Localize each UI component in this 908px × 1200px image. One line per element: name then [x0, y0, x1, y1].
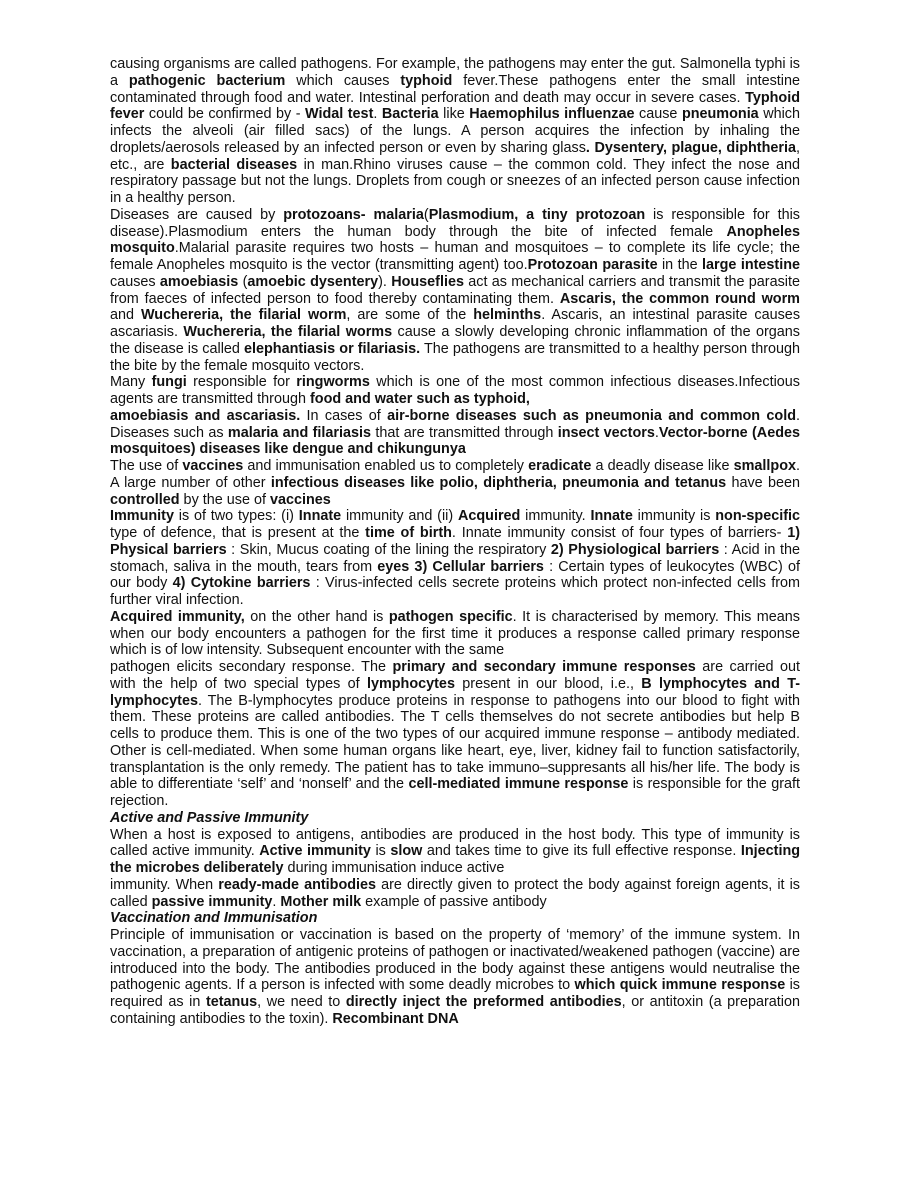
bold-term: pathogen specific	[388, 608, 513, 625]
text-run: : Skin, Mucus coating of the lining the respiratory	[226, 541, 551, 558]
text-run: example of passive antibody	[361, 893, 547, 910]
text-run: , etc., are	[110, 139, 800, 173]
text-run: : Virus-infected cells secrete proteins which protect non-infected cells from further viral infection.	[110, 575, 800, 608]
bold-term: Vector-borne (Aedes mosquitoes) diseases like dengue and chikungunya	[110, 424, 800, 458]
document-page	[110, 56, 800, 1028]
text-run: during immunisation induce active	[283, 860, 505, 876]
text-run: cause	[634, 106, 682, 123]
bold-term: pathogenic bacterium	[128, 72, 286, 89]
text-run: .Malarial parasite requires two hosts – human and mosquitoes – to complete its life cycle; the female Anopheles mosquito is the vector (transmitting agent) too.	[110, 240, 800, 273]
text-run: have been	[726, 474, 801, 491]
body-paragraph	[110, 927, 800, 1028]
text-run: immunity. When	[110, 876, 219, 893]
text-run: ).	[378, 273, 392, 290]
bold-term: smallpox	[733, 458, 796, 474]
bold-term: typhoid	[400, 72, 453, 89]
bold-term: infectious diseases like polio, diphtheria, pneumonia and tetanus	[270, 474, 727, 491]
bold-term: directly inject the preformed antibodies	[345, 994, 622, 1010]
text-run: which infects the alveoli (air filled sacs) of the lungs. A person acquires the infection by inhaling the droplets/aerosols released by an infected person or even by sharing glass	[110, 106, 800, 156]
bold-term: eyes 3) Cellular barriers	[377, 558, 544, 575]
text-run: by the use of	[179, 491, 270, 508]
body-paragraph	[110, 408, 800, 458]
bold-term: 4) Cytokine barriers	[172, 575, 311, 592]
text-run: . Diseases such as	[110, 407, 800, 441]
text-run: , we need to	[257, 994, 346, 1010]
text-run: cause a slowly developing chronic inflammation of the organs the disease is called	[110, 324, 800, 357]
text-run: , or antitoxin (a preparation containing antibodies to the toxin).	[110, 994, 800, 1027]
text-run: .	[373, 106, 382, 123]
text-run: in man.Rhino viruses cause – the common cold. They infect the nose and respiratory passage but not the lungs. Droplets from cough or sneezes of an infected person cause infection in a healthy person.	[110, 156, 801, 206]
text-run: .	[272, 893, 281, 910]
bold-term: Wuchereria, the filarial worm	[140, 307, 347, 324]
bold-term: Anopheles mosquito	[110, 223, 800, 257]
bold-term: Typhoid fever	[110, 89, 800, 123]
bold-term: fungi	[151, 374, 187, 391]
text-run: is responsible for this disease).Plasmodium enters the human body through the bite of infected female	[110, 206, 800, 240]
bold-term: Houseflies	[391, 273, 464, 290]
bold-term: which quick immune response	[574, 977, 786, 994]
bold-term: amoebiasis	[159, 273, 239, 290]
bold-term: amoebiasis and ascariasis.	[110, 407, 301, 424]
bold-term: vaccines	[269, 491, 331, 508]
bold-term: Bacteria	[381, 106, 439, 123]
bold-term: cell-mediated immune response	[408, 776, 629, 793]
text-run: is responsible for the graft rejection.	[110, 776, 800, 809]
bold-term: Mother milk	[280, 893, 362, 910]
section-heading: Vaccination and Immunisation	[110, 910, 318, 927]
body-paragraph	[110, 374, 800, 408]
text-run: which causes	[285, 72, 401, 89]
bold-term: lymphocytes	[366, 675, 455, 692]
bold-term: Active immunity	[259, 843, 371, 860]
bold-term: tetanus	[205, 994, 258, 1010]
text-run: , are some of the	[346, 307, 474, 324]
text-run: The use of	[110, 458, 183, 474]
bold-term: . Dysentery, plague, diphtheria	[585, 139, 796, 156]
text-run: a deadly disease like	[591, 458, 734, 474]
bold-term: controlled	[110, 491, 180, 508]
text-run: In cases of	[300, 407, 388, 424]
body-paragraph	[110, 659, 800, 810]
bold-term: Protozoan parasite	[527, 257, 658, 273]
text-run: responsible for	[186, 374, 297, 391]
text-run: : Certain types of leukocytes (WBC) of our body	[110, 558, 800, 592]
text-run: is	[370, 843, 391, 860]
bold-term: Recombinant DNA	[332, 1010, 459, 1027]
bold-term: Injecting the microbes deliberately	[110, 843, 801, 876]
bold-term: vaccines	[182, 458, 244, 474]
text-run: type of defence, that is present at the	[110, 525, 366, 541]
text-run: act as mechanical carriers and transmit the parasite from faeces of infected person to food thereby contaminating them.	[110, 273, 800, 307]
bold-term: non-specific	[715, 508, 801, 525]
text-run: . It is characterised by memory. This means when our body encounters a pathogen for the first time it produces a response called primary response which is of low intensity. Subsequent encounter with the same	[110, 608, 801, 659]
bold-term: air-borne diseases such as pneumonia and common cold	[387, 407, 796, 424]
bold-term: ready-made antibodies	[218, 876, 377, 893]
text-run: (	[238, 273, 248, 290]
bold-term: passive immunity	[151, 893, 273, 910]
bold-term: malaria and filariasis	[227, 424, 372, 441]
bold-term: Haemophilus influenzae	[469, 106, 635, 123]
text-run: is required as in	[110, 977, 800, 1010]
text-run: . A large number of other	[110, 458, 800, 491]
bold-term: pneumonia	[681, 106, 759, 123]
text-run: . The B-lymphocytes produce proteins in response to pathogens into our blood to fight with them. These proteins are called antibodies. The T cells themselves do not secrete antibodies but help B cells to produce them. This is one of the two types of our acquired immune response – antibody mediated. Other is cell-mediated. When some human organs like heart, eye, liver, kidney fail to function satisfactorily, transplantation is the only remedy. The patient has to take immuno–suppresants all his/her life. The body is able to differentiate ‘self’ and ‘nonself’ and the	[110, 692, 800, 793]
text-run: on the other hand is	[244, 608, 389, 625]
bold-term: Innate	[298, 508, 342, 525]
bold-term: time of birth	[365, 525, 452, 541]
bold-term: elephantiasis or filariasis.	[244, 340, 421, 357]
bold-term: Ascaris, the common round worm	[559, 290, 800, 307]
bold-term: ringworms	[296, 374, 370, 391]
body-paragraph	[110, 458, 800, 508]
text-run: that are transmitted through	[371, 424, 558, 441]
text-run: are directly given to protect the body against foreign agents, it is called	[110, 876, 801, 910]
text-run: (	[423, 206, 429, 223]
body-paragraph	[110, 609, 800, 659]
text-run: . Ascaris, an intestinal parasite causes ascariasis.	[110, 307, 801, 340]
text-run: in the	[657, 257, 703, 273]
bold-term: helminths	[473, 307, 542, 324]
text-run: .	[654, 424, 659, 441]
text-run: immunity and (ii)	[341, 508, 458, 525]
bold-term: amoebic dysentery	[247, 273, 379, 290]
text-run: pathogen elicits secondary response. The	[110, 659, 393, 675]
section-heading: Active and Passive Immunity	[110, 809, 309, 826]
bold-term: insect vectors	[557, 424, 655, 441]
bold-term: 2) Physiological barriers	[550, 541, 720, 558]
text-run: fever.These pathogens enter the small intestine contaminated through food and water. Intestinal perforation and death may occur in severe cases.	[110, 72, 800, 106]
body-paragraph	[110, 508, 800, 609]
text-run: which is one of the most common infectious diseases.Infectious agents are transmitted through	[110, 374, 800, 407]
text-run: are carried out with the help of two special types of	[110, 659, 800, 692]
bold-term: slow	[390, 843, 423, 860]
text-run: and immunisation enabled us to completely	[243, 458, 529, 474]
bold-term: Widal test	[305, 106, 374, 123]
body-paragraph	[110, 877, 800, 911]
text-run: could be confirmed by -	[144, 106, 306, 123]
body-paragraph	[110, 207, 800, 375]
text-run: is of two types: (i)	[173, 508, 299, 525]
body-paragraph	[110, 56, 800, 207]
text-run: Principle of immunisation or vaccination is based on the property of ‘memory’ of the immune system. In vaccination, a preparation of antigenic proteins of pathogen or inactivated/weakened pathogen (vaccine) are introduced into the body. The antibodies produced in the body against these antigens would neutralise the pathogenic agents. If a person is infected with some deadly microbes to	[110, 927, 800, 994]
text-run: The pathogens are transmitted to a healthy person through the bite by the female mosquito vectors.	[110, 340, 801, 374]
text-run: . Innate immunity consist of four types of barriers-	[451, 525, 788, 541]
bold-term: Wuchereria, the filarial worms	[183, 324, 393, 340]
text-run: : Acid in the stomach, saliva in the mouth, tears from	[110, 541, 800, 575]
text-run: causing organisms are called pathogens. For example, the pathogens may enter the gut. Salmonella typhi is a	[110, 56, 800, 89]
bold-term: 1) Physical barriers	[110, 525, 800, 558]
bold-term: Immunity	[110, 508, 174, 525]
bold-term: eradicate	[528, 458, 592, 474]
bold-term: B lymphocytes and T-lymphocytes	[110, 675, 800, 709]
bold-term: Plasmodium, a tiny protozoan	[428, 206, 646, 223]
bold-term: food and water such as typhoid,	[310, 391, 530, 407]
text-run: and	[110, 307, 141, 324]
text-run: immunity.	[520, 508, 591, 525]
bold-term: large intestine	[702, 257, 800, 273]
text-run: When a host is exposed to antigens, antibodies are produced in the host body. This type of immunity is called active immunity.	[110, 826, 800, 860]
text-run: like	[438, 106, 470, 123]
text-run: present in our blood, i.e.,	[454, 675, 642, 692]
bold-term: protozoans- malaria	[283, 206, 424, 223]
bold-term: Innate	[590, 508, 633, 525]
text-run: Diseases are caused by	[110, 206, 284, 223]
text-run: causes	[110, 273, 160, 290]
text-run: and takes time to give its full effective response.	[422, 843, 741, 860]
bold-term: primary and secondary immune responses	[392, 659, 696, 675]
text-run: immunity is	[632, 508, 716, 525]
bold-term: Acquired immunity,	[110, 608, 245, 625]
bold-term: Acquired	[457, 508, 521, 525]
body-paragraph	[110, 827, 800, 877]
bold-term: bacterial diseases	[170, 156, 298, 173]
text-run: Many	[110, 374, 152, 391]
